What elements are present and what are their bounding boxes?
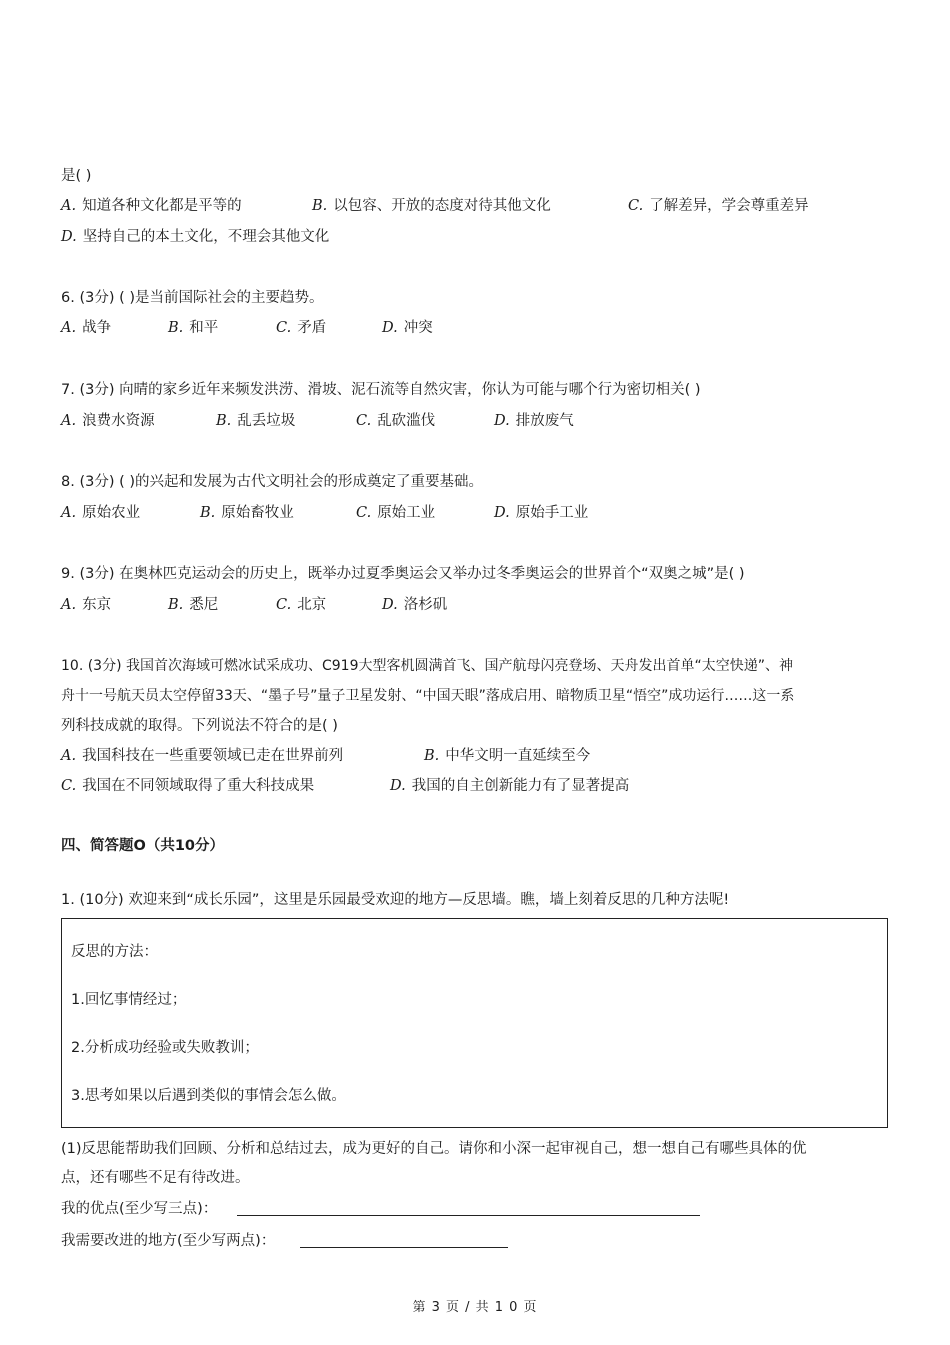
q9-stem: 9. (3分) 在奥林匹克运动会的历史上，既举办过夏季奥运会又举办过冬季奥运会的世界首个“双奥之城”是( ) bbox=[61, 566, 745, 582]
option-text: 乱丢垃圾 bbox=[237, 413, 296, 429]
sub-question-1-line-1: (1)反思能帮助我们回顾、分析和总结过去，成为更好的自己。请你和小深一起审视自己，想一想自己有哪些具体的优 bbox=[61, 1141, 807, 1157]
q6-option-a bbox=[61, 318, 111, 338]
option-text: 战争 bbox=[82, 320, 112, 336]
option-letter: C. bbox=[61, 778, 77, 794]
box-line-title: 反思的方法： bbox=[71, 944, 158, 960]
option-text: 我国科技在一些重要领域已走在世界前列 bbox=[82, 748, 344, 764]
option-letter: B. bbox=[424, 748, 440, 764]
q5-option-a bbox=[61, 196, 242, 216]
q10-stem-line-1: 10. (3分) 我国首次海域可燃冰试采成功、C919大型客机圆满首飞、国产航母闪亮登场、天舟发出首单“太空快递”、神 bbox=[61, 658, 793, 674]
option-letter: C. bbox=[276, 320, 292, 336]
option-text: 原始工业 bbox=[377, 505, 436, 521]
option-letter: A. bbox=[61, 320, 77, 336]
option-letter: A. bbox=[61, 748, 77, 764]
q9-option-c bbox=[276, 595, 326, 615]
option-text: 中华文明一直延续至今 bbox=[445, 748, 591, 764]
option-letter: C. bbox=[356, 413, 372, 429]
q7-option-d bbox=[494, 411, 574, 431]
improvements-answer-line[interactable] bbox=[300, 1247, 508, 1248]
improvements-label: 我需要改进的地方(至少写两点)： bbox=[61, 1233, 276, 1249]
option-letter: A. bbox=[61, 505, 77, 521]
option-letter: D. bbox=[382, 320, 398, 336]
section-4-q1-stem: 1. (10分) 欢迎来到“成长乐园”，这里是乐园最受欢迎的地方—反思墙。瞧，墙上刻着反思的几种方法呢! bbox=[61, 892, 730, 908]
section-4-title: 四、简答题O（共10分） bbox=[61, 838, 225, 854]
q9-option-a bbox=[61, 595, 111, 615]
q8-option-a bbox=[61, 503, 140, 523]
option-text: 悉尼 bbox=[189, 597, 219, 613]
option-text: 原始手工业 bbox=[515, 505, 589, 521]
q6-option-d bbox=[382, 318, 433, 338]
q7-stem: 7. (3分) 向晴的家乡近年来频发洪涝、滑坡、泥石流等自然灾害，你认为可能与哪个行为密切相关( ) bbox=[61, 382, 701, 398]
q5-stem-tail: 是( ) bbox=[61, 168, 92, 184]
q8-option-d bbox=[494, 503, 588, 523]
option-letter: C. bbox=[628, 198, 644, 214]
q6-stem: 6. (3分) ( )是当前国际社会的主要趋势。 bbox=[61, 290, 324, 306]
q5-option-b bbox=[312, 196, 551, 216]
option-letter: D. bbox=[390, 778, 406, 794]
q8-option-c bbox=[356, 503, 435, 523]
reflection-methods-box bbox=[61, 918, 888, 1128]
q10-stem-line-2: 舟十一号航天员太空停留33天、“墨子号”量子卫星发射、“中国天眼”落成启用、暗物质卫星“悟空”成功运行……这一系 bbox=[61, 688, 795, 704]
option-text: 了解差异，学会尊重差异 bbox=[649, 198, 809, 214]
q10-option-c bbox=[61, 776, 314, 796]
option-letter: B. bbox=[216, 413, 232, 429]
option-text: 和平 bbox=[189, 320, 219, 336]
option-text: 我国的自主创新能力有了显著提高 bbox=[411, 778, 630, 794]
option-letter: D. bbox=[61, 229, 77, 245]
option-letter: B. bbox=[168, 597, 184, 613]
option-text: 乱砍滥伐 bbox=[377, 413, 436, 429]
strengths-answer-line[interactable] bbox=[237, 1215, 700, 1216]
option-letter: C. bbox=[356, 505, 372, 521]
option-text: 矛盾 bbox=[297, 320, 327, 336]
option-letter: D. bbox=[382, 597, 398, 613]
option-text: 北京 bbox=[297, 597, 327, 613]
option-text: 浪费水资源 bbox=[82, 413, 155, 429]
option-text: 我国在不同领域取得了重大科技成果 bbox=[82, 778, 315, 794]
q6-option-c bbox=[276, 318, 326, 338]
option-text: 冲突 bbox=[403, 320, 433, 336]
option-text: 排放废气 bbox=[515, 413, 574, 429]
q9-option-b bbox=[168, 595, 218, 615]
q5-option-d bbox=[61, 227, 329, 247]
option-letter: B. bbox=[168, 320, 184, 336]
sub-question-1-line-2: 点，还有哪些不足有待改进。 bbox=[61, 1170, 250, 1186]
option-text: 东京 bbox=[82, 597, 112, 613]
option-text: 原始畜牧业 bbox=[221, 505, 294, 521]
strengths-label: 我的优点(至少写三点)： bbox=[61, 1201, 218, 1217]
q6-option-b bbox=[168, 318, 218, 338]
q10-option-a bbox=[61, 746, 343, 766]
option-letter: B. bbox=[200, 505, 216, 521]
option-text: 坚持自己的本土文化，不理会其他文化 bbox=[82, 229, 330, 245]
page-number-footer: 第 3 页 / 共 1 0 页 bbox=[412, 1300, 538, 1315]
box-line-3: 3.思考如果以后遇到类似的事情会怎么做。 bbox=[71, 1088, 346, 1104]
option-letter: D. bbox=[494, 413, 510, 429]
option-letter: A. bbox=[61, 198, 77, 214]
q5-option-c bbox=[628, 196, 809, 216]
q7-option-b bbox=[216, 411, 295, 431]
box-line-1: 1.回忆事情经过； bbox=[71, 992, 187, 1008]
q10-stem-line-3: 列科技成就的取得。下列说法不符合的是( ) bbox=[61, 718, 338, 734]
q10-option-b bbox=[424, 746, 590, 766]
q8-stem: 8. (3分) ( )的兴起和发展为古代文明社会的形成奠定了重要基础。 bbox=[61, 474, 484, 490]
option-text: 洛杉矶 bbox=[403, 597, 448, 613]
option-letter: B. bbox=[312, 198, 328, 214]
option-letter: A. bbox=[61, 413, 77, 429]
q8-option-b bbox=[200, 503, 294, 523]
option-text: 知道各种文化都是平等的 bbox=[82, 198, 242, 214]
q10-option-d bbox=[390, 776, 629, 796]
box-line-2: 2.分析成功经验或失败教训； bbox=[71, 1040, 259, 1056]
option-text: 原始农业 bbox=[82, 505, 141, 521]
option-letter: A. bbox=[61, 597, 77, 613]
option-letter: C. bbox=[276, 597, 292, 613]
q9-option-d bbox=[382, 595, 447, 615]
option-text: 以包容、开放的态度对待其他文化 bbox=[333, 198, 551, 214]
q7-option-a bbox=[61, 411, 155, 431]
q7-option-c bbox=[356, 411, 435, 431]
option-letter: D. bbox=[494, 505, 510, 521]
